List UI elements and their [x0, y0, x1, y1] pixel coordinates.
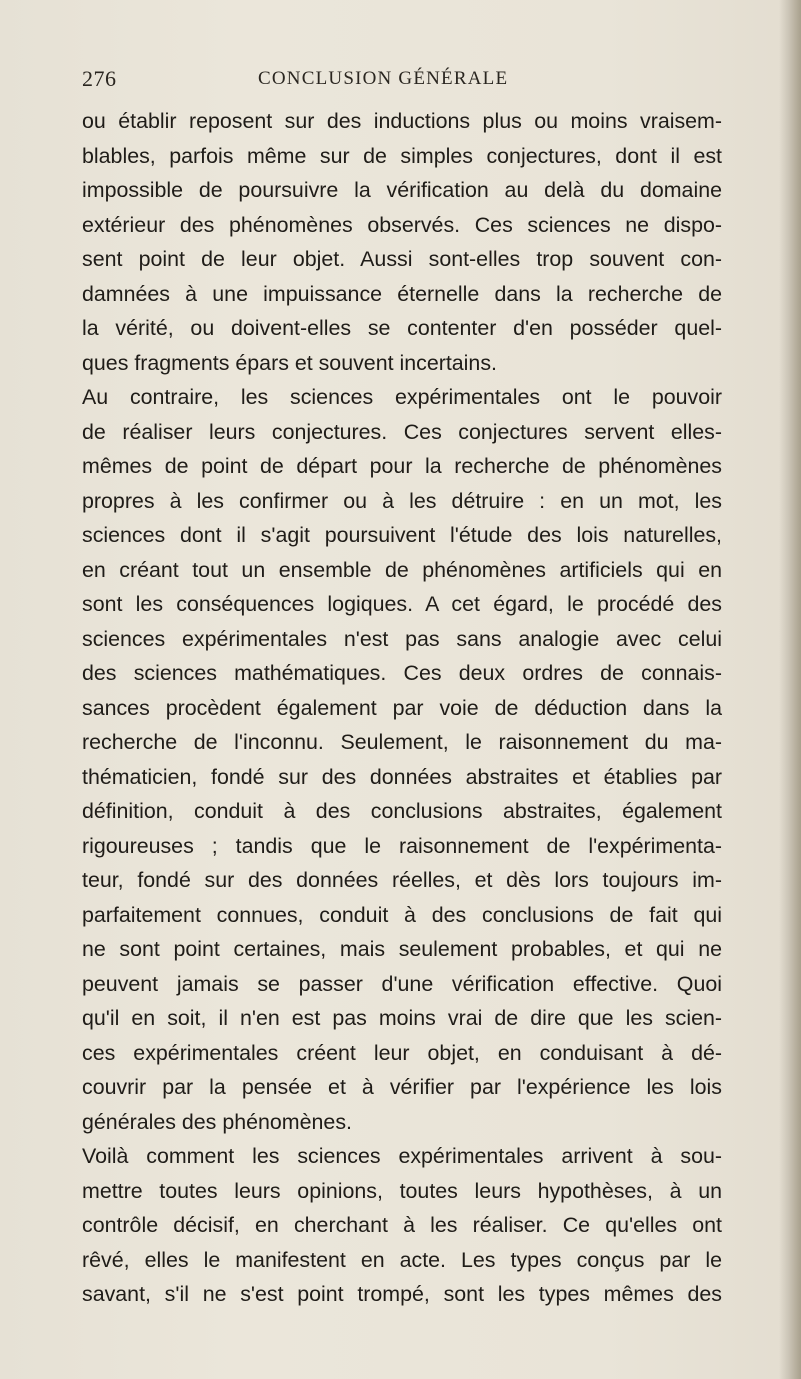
text-line: qu'il en soit, il n'en est pas moins vrai de dire que les scien-	[82, 1006, 722, 1030]
text-line: Au contraire, les sciences expérimentales ont le pouvoir	[82, 385, 722, 409]
text-line: peuvent jamais se passer d'une vérification effective. Quoi	[82, 971, 722, 996]
text-line: définition, conduit à des conclusions abstraites, également	[82, 799, 722, 823]
text-line: mettre toutes leurs opinions, toutes leurs hypothèses, à un	[82, 1178, 722, 1203]
text-line: rigoureuses ; tandis que le raisonnement de l'expérimenta-	[82, 833, 722, 858]
text-line: sciences dont il s'agit poursuivent l'étude des lois naturelles,	[82, 523, 722, 547]
page-number: 276	[82, 66, 117, 91]
text-line: contrôle décisif, en cherchant à les réaliser. Ce qu'elles ont	[82, 1213, 722, 1237]
text-line: teur, fondé sur des données réelles, et dès lors toujours im-	[82, 868, 722, 892]
text-line: impossible de poursuivre la vérification au delà du domaine	[82, 178, 722, 202]
text-line: damnées à une impuissance éternelle dans la recherche de	[82, 281, 722, 306]
text-line: sent point de leur objet. Aussi sont-elles trop souvent con-	[82, 247, 722, 271]
text-line: couvrir par la pensée et à vérifier par l'expérience les lois	[82, 1075, 722, 1099]
text-line: parfaitement connues, conduit à des conclusions de fait qui	[82, 902, 722, 927]
text-line: sont les conséquences logiques. A cet égard, le procédé des	[82, 592, 722, 616]
text-line: propres à les confirmer ou à les détruire : en un mot, les	[82, 488, 722, 513]
text-line: ces expérimentales créent leur objet, en conduisant à dé-	[82, 1040, 722, 1065]
page-header	[82, 66, 722, 96]
text-line: blables, parfois même sur de simples conjectures, dont il est	[82, 143, 722, 168]
text-line: mêmes de point de départ pour la recherche de phénomènes	[82, 454, 722, 478]
text-line: savant, s'il ne s'est point trompé, sont les types mêmes des	[82, 1282, 722, 1306]
text-line: ne sont point certaines, mais seulement probables, et qui ne	[82, 937, 722, 961]
text-line: sances procèdent également par voie de déduction dans la	[82, 695, 722, 720]
text-line: la vérité, ou doivent-elles se contenter d'en posséder quel-	[82, 316, 722, 340]
text-line: générales des phénomènes.	[82, 1109, 352, 1134]
text-line: recherche de l'inconnu. Seulement, le raisonnement du ma-	[82, 730, 722, 754]
text-line: des sciences mathématiques. Ces deux ordres de connais-	[82, 661, 722, 685]
body-text	[82, 104, 722, 1312]
text-line: en créant tout un ensemble de phénomènes artificiels qui en	[82, 557, 722, 582]
text-line: rêvé, elles le manifestent en acte. Les types conçus par le	[82, 1247, 722, 1272]
page-edge-shadow	[779, 0, 801, 1379]
text-line: ques fragments épars et souvent incertains.	[82, 350, 497, 375]
text-line: extérieur des phénomènes observés. Ces sciences ne dispo-	[82, 212, 722, 237]
text-line: ou établir reposent sur des inductions plus ou moins vraisem-	[82, 109, 722, 133]
running-title: CONCLUSION GÉNÉRALE	[258, 68, 509, 89]
text-line: sciences expérimentales n'est pas sans analogie avec celui	[82, 626, 722, 651]
text-line: de réaliser leurs conjectures. Ces conjectures servent elles-	[82, 419, 722, 444]
text-line: Voilà comment les sciences expérimentales arrivent à sou-	[82, 1144, 722, 1168]
text-line: thématicien, fondé sur des données abstraites et établies par	[82, 764, 722, 789]
